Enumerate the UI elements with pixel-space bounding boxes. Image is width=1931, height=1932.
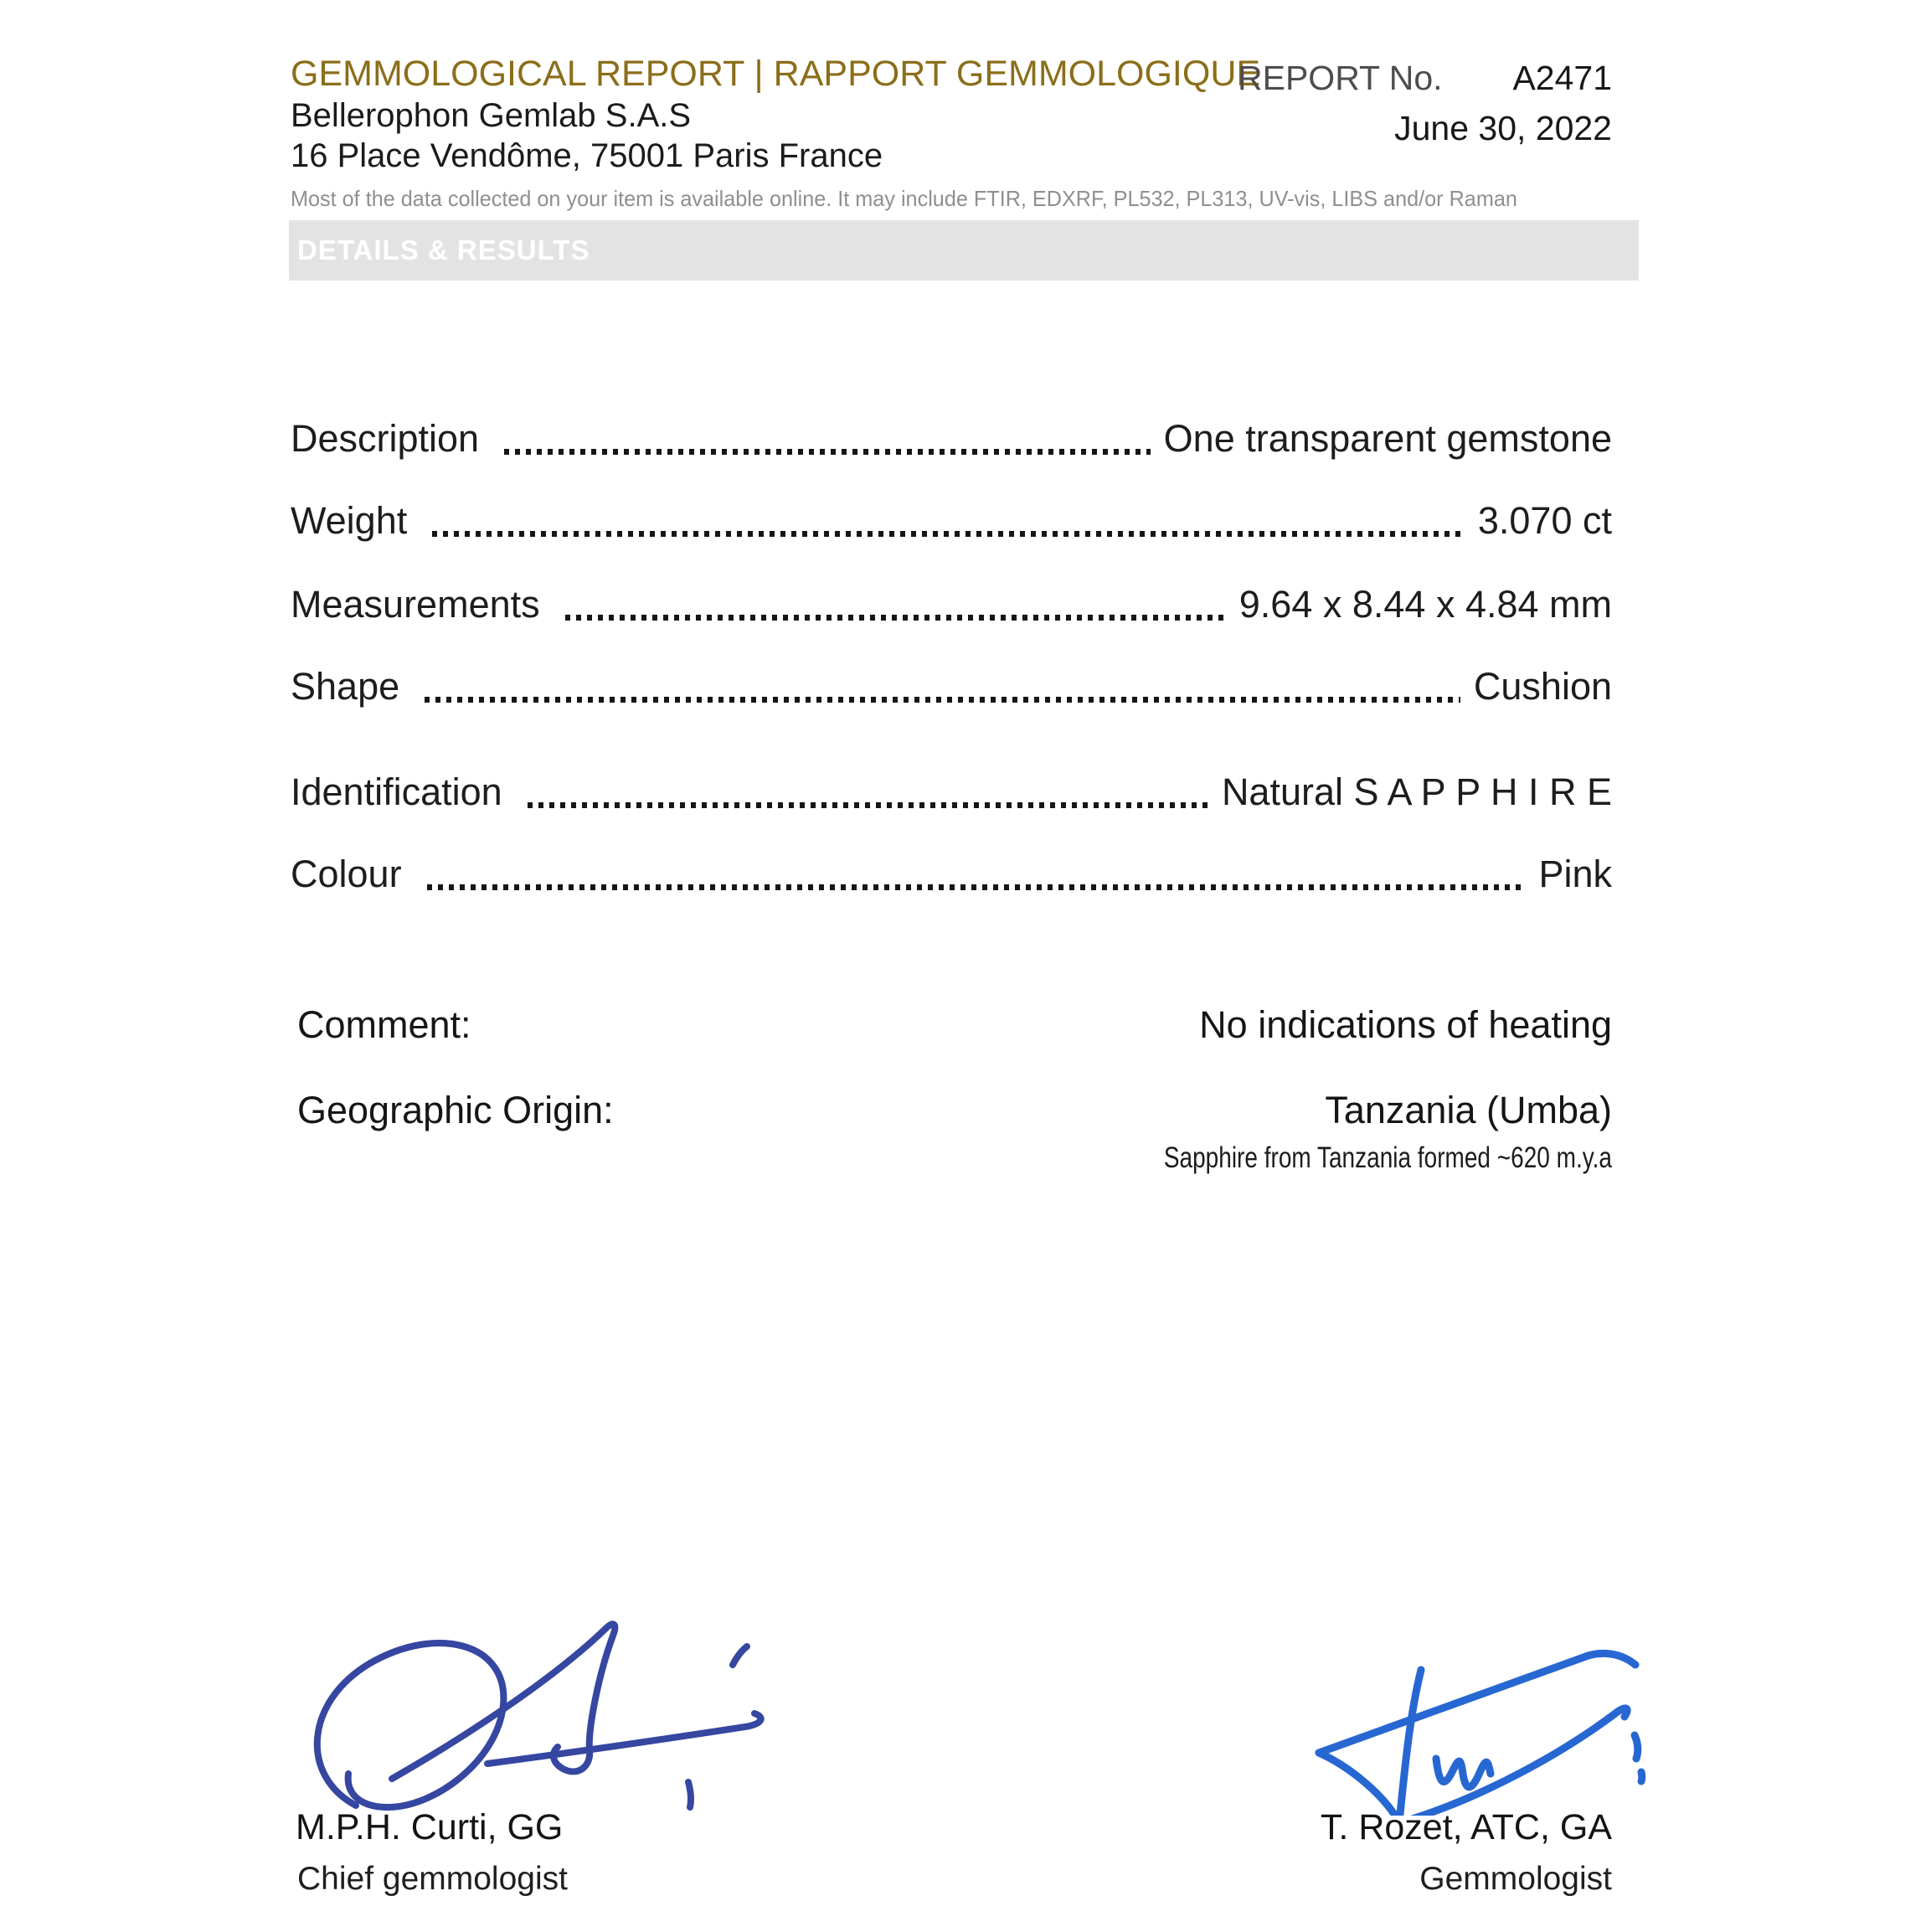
field-row-measurements — [291, 580, 1612, 626]
comment-row — [297, 1003, 1612, 1047]
leader-dots — [427, 884, 1526, 890]
report-no-value: A2471 — [1512, 59, 1612, 97]
signer-role-curti: Chief gemmologist — [297, 1861, 568, 1897]
leader-dots — [528, 802, 1208, 808]
geographic-origin-label: Geographic Origin: — [297, 1089, 614, 1131]
field-label-colour: Colour — [291, 853, 402, 895]
leader-dots — [565, 615, 1226, 621]
report-no-label: REPORT No. — [1238, 59, 1443, 97]
lab-address: 16 Place Vendôme, 75001 Paris France — [291, 137, 883, 174]
field-value-shape: Cushion — [1473, 665, 1612, 708]
curti-signature-image — [276, 1615, 938, 1816]
lab-name: Bellerophon Gemlab S.A.S — [291, 97, 692, 134]
field-value-measurements: 9.64 x 8.44 x 4.84 mm — [1238, 583, 1612, 626]
field-value-description: One transparent gemstone — [1163, 417, 1612, 460]
leader-dots — [504, 449, 1151, 455]
leader-dots — [432, 531, 1465, 537]
leader-dots — [425, 697, 1460, 703]
geographic-origin-value: Tanzania (Umba) — [1325, 1089, 1612, 1131]
online-data-disclaimer: Most of the data collected on your item is available online. It may include FTIR, EDXRF, PL532, PL313, UV-vis, LIBS and/or Raman — [291, 186, 1517, 211]
field-row-colour — [291, 849, 1612, 896]
field-label-weight: Weight — [291, 499, 408, 542]
report-number-row — [1238, 59, 1612, 98]
comment-label: Comment: — [297, 1003, 471, 1046]
signer-role-rozet: Gemmologist — [1419, 1861, 1612, 1897]
signer-name-curti: M.P.H. Curti, GG — [296, 1807, 564, 1847]
field-value-identification: Natural S A P P H I R E — [1221, 770, 1612, 813]
field-label-shape: Shape — [291, 665, 400, 708]
report-title: GEMMOLOGICAL REPORT | RAPPORT GEMMOLOGIQUE — [291, 54, 1261, 94]
signer-name-rozet: T. Rozet, ATC, GA — [1320, 1807, 1612, 1847]
field-label-identification: Identification — [291, 770, 502, 813]
field-row-weight — [291, 496, 1612, 543]
comment-value: No indications of heating — [1199, 1003, 1612, 1046]
geographic-origin-row — [297, 1089, 1612, 1132]
field-row-identification — [291, 767, 1612, 814]
field-label-measurements: Measurements — [291, 583, 540, 626]
rozet-signature-image — [1260, 1631, 1662, 1816]
origin-age-note: Sapphire from Tanzania formed ~620 m.y.a — [1163, 1141, 1612, 1174]
field-value-weight: 3.070 ct — [1477, 499, 1612, 542]
report-date: June 30, 2022 — [1394, 109, 1612, 147]
field-row-shape — [291, 662, 1612, 708]
field-label-description: Description — [291, 417, 480, 460]
details-results-banner — [289, 220, 1639, 281]
field-row-description — [291, 414, 1612, 461]
details-results-banner-label: DETAILS & RESULTS — [297, 234, 590, 265]
field-value-colour: Pink — [1538, 853, 1612, 895]
